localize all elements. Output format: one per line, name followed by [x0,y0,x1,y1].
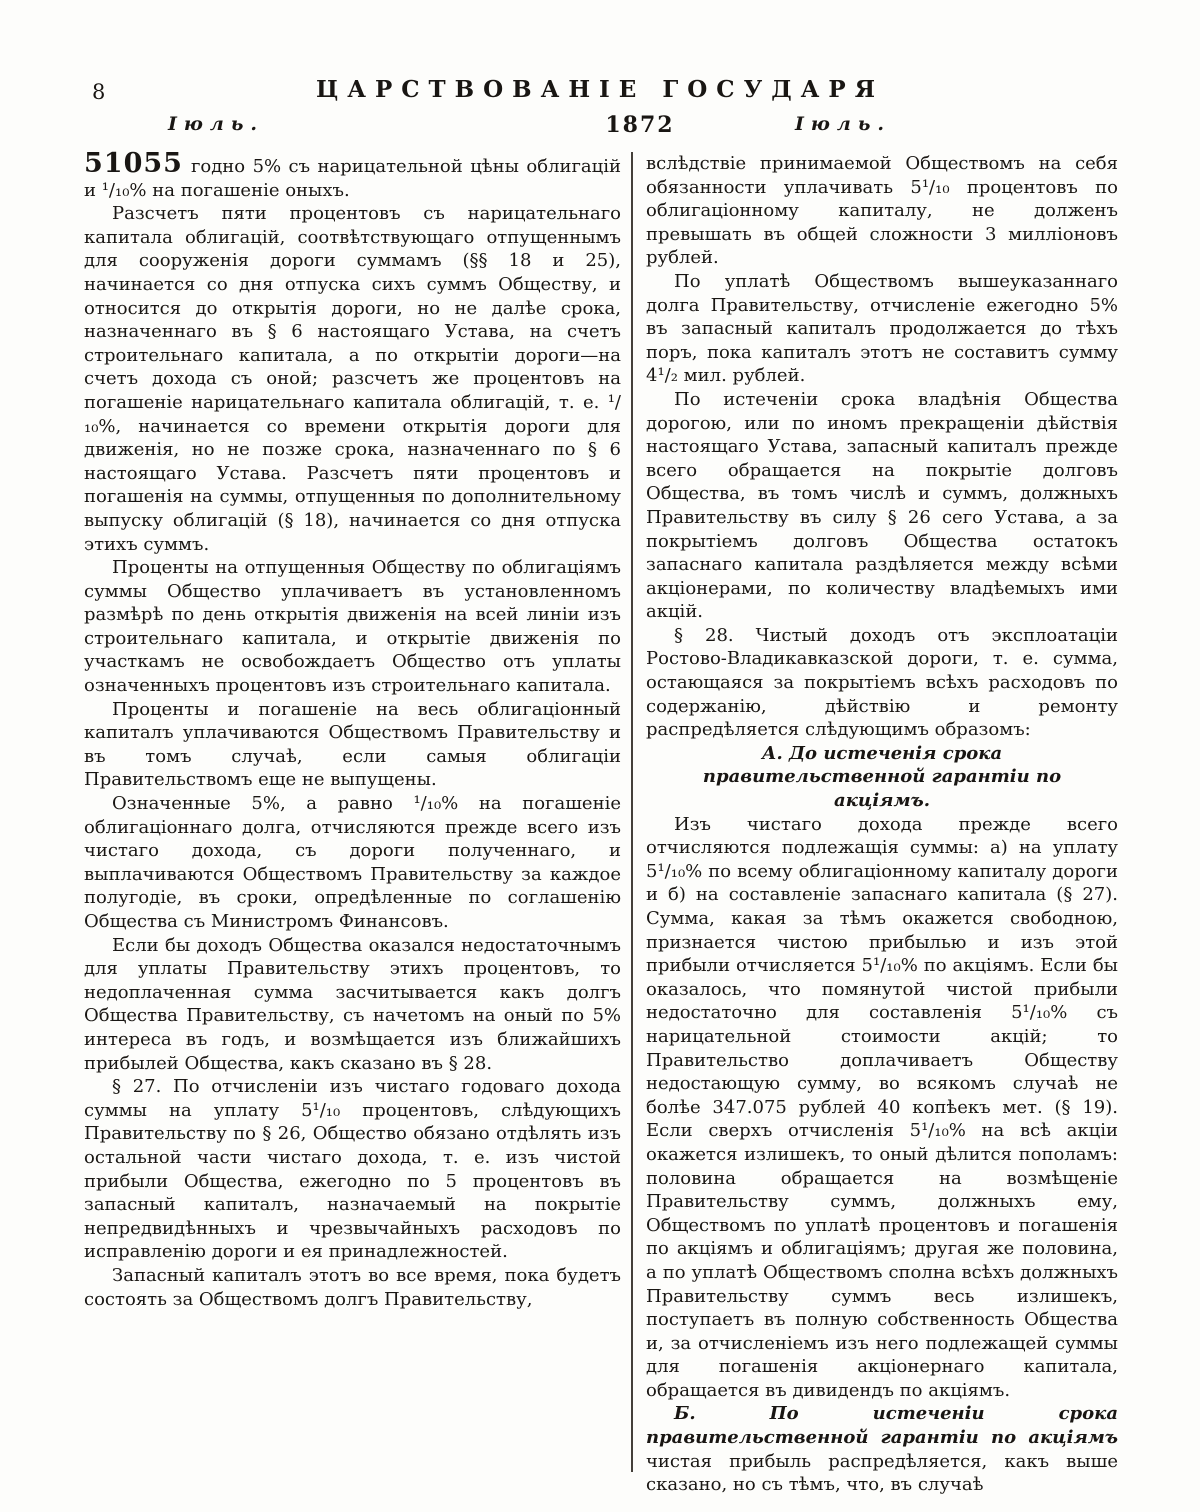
paragraph [646,1402,1118,1496]
paragraph: По уплатѣ Обществомъ вышеуказаннаго долга Правительству, отчисленіе ежегодно 5% въ запасный капиталъ продолжается до тѣхъ поръ, пока капиталъ этотъ не составитъ сумму 4¹/₂ мил. рублей. [646,270,1118,387]
paragraph: Если бы доходъ Общества оказался недостаточнымъ для уплаты Правительству этихъ процентовъ, то недоплаченная сумма засчитывается какъ долгъ Общества Правительству, съ начетомъ на оный по 5% интереса въ годъ, и возмѣщается изъ ближайшихъ прибылей Общества, какъ сказано въ § 28. [84,934,621,1074]
doc-number: 51055 [84,148,183,179]
section-heading-b: Б. По истеченіи срока правительственной гарантіи по акціямъ [646,1403,1118,1449]
paragraph: Проценты и погашеніе на весь облигаціонный капиталъ уплачиваются Обществомъ Правительству и въ томъ случаѣ, если самыя облигаціи Правительствомъ еще не выпущены. [84,698,621,791]
paragraph: Проценты на отпущенныя Обществу по облигаціямъ суммы Общество уплачиваетъ въ установленномъ размѣрѣ по день открытія движенія на всей линіи изъ строительнаго капитала, и открытіе движенія по участкамъ не освобождаетъ Общество отъ уплаты означенныхъ процентовъ изъ строительнаго капитала. [84,557,621,697]
subheader [0,113,1200,143]
paragraph: По истеченіи срока владѣнія Общества дорогою, или по иномъ прекращеніи дѣйствія настоящаго Устава, запасный капиталъ прежде всего обращается на покрытіе долговъ Общества, въ томъ числѣ и суммъ, должныхъ Правительству въ силу § 26 сего Устава, а за покрытіемъ долговъ Общества остатокъ запаснаго капитала раздѣляется между всѣми акціонерами, по количеству владѣемыхъ ими акцій. [646,388,1118,623]
page-number: 8 [92,80,106,104]
year-label: 1872 [605,112,675,138]
paragraph: Означенные 5%, а равно ¹/₁₀% на погашеніе облигаціоннаго долга, отчисляются прежде всего изъ чистаго дохода, съ дороги полученнаго, и выплачиваются Обществомъ Правительству за каждое полугодіе, въ сроки, опредѣленные по соглашенію Общества съ Министромъ Финансовъ. [84,793,621,932]
paragraph-text: чистая прибыль распредѣляется, какъ выше сказано, но съ тѣмъ, что, въ случаѣ [646,1450,1118,1496]
header-title: ЦАРСТВОВАНІЕ ГОСУДАРЯ [316,76,884,103]
month-label-left: Іюль. [168,113,264,135]
paragraph: вслѣдствіе принимаемой Обществомъ на себя обязанности уплачивать 5¹/₁₀ процентовъ по облигаціонному капиталу, не долженъ превышать въ общей сложности 3 милліоновъ рублей. [646,153,1118,269]
paragraph: § 27. По отчисленіи изъ чистаго годоваго дохода суммы на уплату 5¹/₁₀ процентовъ, слѣдующихъ Правительству по § 26, Общество обязано отдѣлять изъ остальной части чистаго дохода, т. е. изъ чистой прибыли Общества, ежегодно по 5 процентовъ въ запасный капиталъ, назначаемый на покрытіе непредвидѣнныхъ и чрезвычайныхъ расходовъ по исправленію дороги и ея принадлежностей. [84,1076,621,1263]
paragraph [84,148,621,202]
paragraph: Изъ чистаго дохода прежде всего отчисляются подлежащія суммы: а) на уплату 5¹/₁₀% по всему облигаціонному капиталу дороги и б) на составленіе запаснаго капитала (§ 27). Сумма, какая за тѣмъ окажется свободною, признается чистою прибылью и изъ этой прибыли отчисляется 5¹/₁₀% по акціямъ. Если бы оказалось, что помянутой чистой прибыли недостаточно для составленія 5¹/₁₀% съ нарицательной стоимости акцій; то Правительство доплачиваетъ Обществу недостающую сумму, во всякомъ случаѣ не болѣе 347.075 рублей 40 копѣекъ мет. (§ 19). Если сверхъ отчисленія 5¹/₁₀% на всѣ акціи окажется излишекъ, то оный дѣлится пополамъ: половина обращается на возмѣщеніе Правительству суммъ, должныхъ ему, Обществомъ по уплатѣ процентовъ и погашенія по акціямъ и облигаціямъ; другая же половина, а по уплатѣ Обществомъ сполна всѣхъ должныхъ Правительству суммъ весь излишекъ, поступаетъ въ полную собственность Общества и, за отчисленіемъ изъ него подлежащей суммы для погашенія акціонернаго капитала, обращается въ дивидендъ по акціямъ. [646,813,1118,1401]
paragraph: § 28. Чистый доходъ отъ эксплоатаціи Ростово-Владикавказской дороги, т. е. сумма, остающаяся за покрытіемъ всѣхъ расходовъ по содержанію, дѣйствію и ремонту распредѣляется слѣдующимъ образомъ: [646,624,1118,741]
paragraph: Запасный капиталъ этотъ во все время, пока будетъ состоять за Обществомъ долгъ Правительству, [84,1264,621,1310]
paragraph: Разсчетъ пяти процентовъ съ нарицательнаго капитала облигацій, соотвѣтствующаго отпущеннымъ для сооруженія дороги суммамъ (§§ 18 и 25), начинается со дня отпуска сихъ суммъ Обществу, и относится до открытія дороги, но не далѣе срока, назначеннаго въ § 6 настоящаго Устава, на счетъ строительнаго капитала, а по открытіи дороги—на счетъ дохода съ оной; разсчетъ же процентовъ на погашеніе нарицательнаго капитала облигацій, т. е. ¹/₁₀%, начинается со времени открытія дороги для движенія, но не позже срока, назначеннаго по § 6 настоящаго Устава. Разсчетъ пяти процентовъ и погашенія на суммы, отпущенныя по дополнительному выпуску облигацій (§ 18), начинается со дня отпуска этихъ суммъ. [84,203,621,555]
right-column [633,152,1118,1496]
paragraph-text: годно 5% съ нарицательной цѣны облигацій и ¹/₁₀% на погашеніе оныхъ. [84,156,621,201]
text-columns [84,148,1118,1496]
month-label-right: Іюль. [795,113,891,135]
left-column [84,148,631,1472]
section-heading-a: А. До истеченія срока правительственной гарантіи по акціямъ. [702,742,1062,812]
